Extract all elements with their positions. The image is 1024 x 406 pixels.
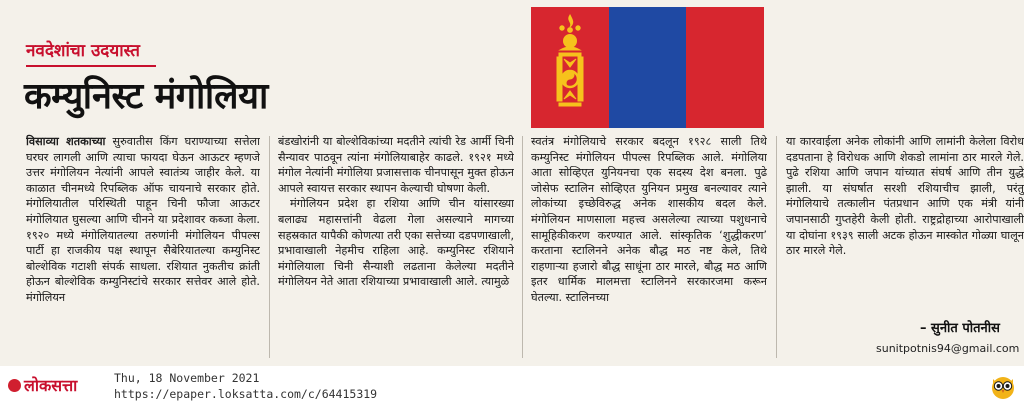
soyombo-icon bbox=[547, 13, 593, 121]
flag-right-band bbox=[686, 7, 764, 128]
flag-middle-band bbox=[609, 7, 687, 128]
clipping-url[interactable]: https://epaper.loksatta.com/c/64415319 bbox=[114, 387, 378, 401]
logo-text: लोकसत्ता bbox=[24, 376, 78, 395]
article-column-3 bbox=[531, 134, 767, 366]
article-headline: कम्युनिस्ट मंगोलिया bbox=[24, 76, 268, 117]
section-kicker: नवदेशांचा उदयास्त bbox=[26, 41, 140, 61]
kicker-underline bbox=[26, 65, 156, 67]
column-divider bbox=[776, 136, 777, 358]
article-column-1 bbox=[26, 134, 260, 366]
column-divider bbox=[522, 136, 523, 358]
paragraph-text: बंडखोरांनी या बोल्शेविकांच्या मदतीने त्यांची रेड आर्मी चिनी सैन्यावर पाठवून त्यांना मंगोलियाबाहेर काढले. १९२१ मध्ये मंगोल नेत्यांनी मंगोलिया प्रजासत्ताक चीनपासून मुक्त होऊन आपले स्वायत्त सरकार स्थापन केल्याची घोषणा केली. bbox=[278, 135, 514, 195]
paragraph-text: सुरुवातीस किंग घराण्याच्या सत्तेला घरघर लागली आणि त्याचा फायदा घेऊन आऊटर म्हणजे उत्तर मंगोलियन नेत्यांनी आपले स्वातंत्र्य जाहीर केले. या काळात चीनमध्ये रिपब्लिक ऑफ चायनाचे सरकार होते. मंगोलियातील परिस्थिती पाहून चिनी फौजा आऊटर मंगोलियात घुसल्या आणि चीनने या प्रदेशावर कब्जा केला. १९२० मध्ये मंगोलियातल्या तरुणांनी मंगोलियन पीपल्स पार्टी हा राजकीय पक्ष स्थापून सैबेरियातल्या कम्युनिस्ट बोल्शेविक गटाशी संपर्क साधला. रशियात नुकतीच क्रांती होऊन बोल्शेविक कम्युनिस्टांचे सरकार सत्तेवर आले होते. मंगोलियन bbox=[26, 135, 260, 304]
mongolia-flag-image bbox=[531, 7, 764, 128]
column-divider bbox=[269, 136, 270, 358]
clipping-meta bbox=[114, 370, 377, 402]
owl-icon[interactable] bbox=[990, 372, 1016, 400]
paragraph-text: या कारवाईला अनेक लोकांनी आणि लामांनी केलेला विरोध दडपताना हे विरोधक आणि शेकडो लामांना ठार मारले गेले. पुढे रशिया आणि जपान यांच्यात संघर्ष आणि तीन युद्धे झाली. या संघर्षात सरशी रशियाचीच झाली, परंतु मंगोलियाचे तत्कालीन पंतप्रधान आणि एक मंत्री यांनी जपानसाठी गुप्तहेरी केली होती. राष्ट्रद्रोहाच्या आरोपाखाली या दोघांना १९३९ साली अटक होऊन मास्कोत गोळ्या घालून ठार मारले गेले. bbox=[786, 135, 1024, 258]
author-email[interactable]: sunitpotnis94@gmail.com bbox=[876, 342, 1020, 355]
paragraph-text: मंगोलियन प्रदेश हा रशिया आणि चीन यांसारख्या बलाढ्य महासत्तांनी वेढला गेला असल्याने मागच्या सहस्रकात यापैकी कोणत्या तरी एका सत्तेच्या दडपणाखाली, प्रभावाखाली नेहमीच राहिला आहे. कम्युनिस्ट रशियाने मंगोलियाला चिनी सैन्याशी लढताना केलेल्या मदतीने मंगोलियन नेते आता रशियाच्या प्रभावाखाली आले. त्यामुळे bbox=[278, 197, 514, 289]
paragraph-text: स्वतंत्र मंगोलियाचे सरकार बदलून १९२८ साली तिथे कम्युनिस्ट मंगोलियन पीपल्स रिपब्लिक आले. मंगोलिया आता सोव्हिएत युनियनचा एक सदस्य देश बनला. पुढे जोसेफ स्टालिन सोव्हिएत युनियन प्रमुख बनल्यावर त्याने लोकांच्या इच्छेविरुद्ध अनेक शासकीय बदल केले. मंगोलियन माणसाला महत्त्व असलेल्या त्याच्या पशुधनाचे सामूहिकीकरण करण्यात आले. सांस्कृतिक ‘शुद्धीकरण’ करताना स्टालिनने अनेक बौद्ध मठ नष्ट केले, तिथे राहणाऱ्या हजारो बौद्ध साधूंना ठार मारले, बौद्ध मठ आणि इतर धार्मिक मालमत्ता स्टालिनने सरकारजमा करून घेतल्या. स्टालिनच्या bbox=[531, 135, 767, 304]
article-column-4 bbox=[786, 134, 1024, 300]
publication-date: Thu, 18 November 2021 bbox=[114, 371, 260, 385]
logo-mark-icon bbox=[8, 379, 21, 392]
column-1-paragraph bbox=[26, 134, 260, 306]
article-column-2 bbox=[278, 134, 514, 366]
loksatta-logo[interactable] bbox=[8, 371, 100, 399]
author-byline: – सुनीत पोतनीस bbox=[920, 321, 1000, 336]
lead-in-phrase: विसाव्या शतकाच्या bbox=[26, 135, 106, 148]
